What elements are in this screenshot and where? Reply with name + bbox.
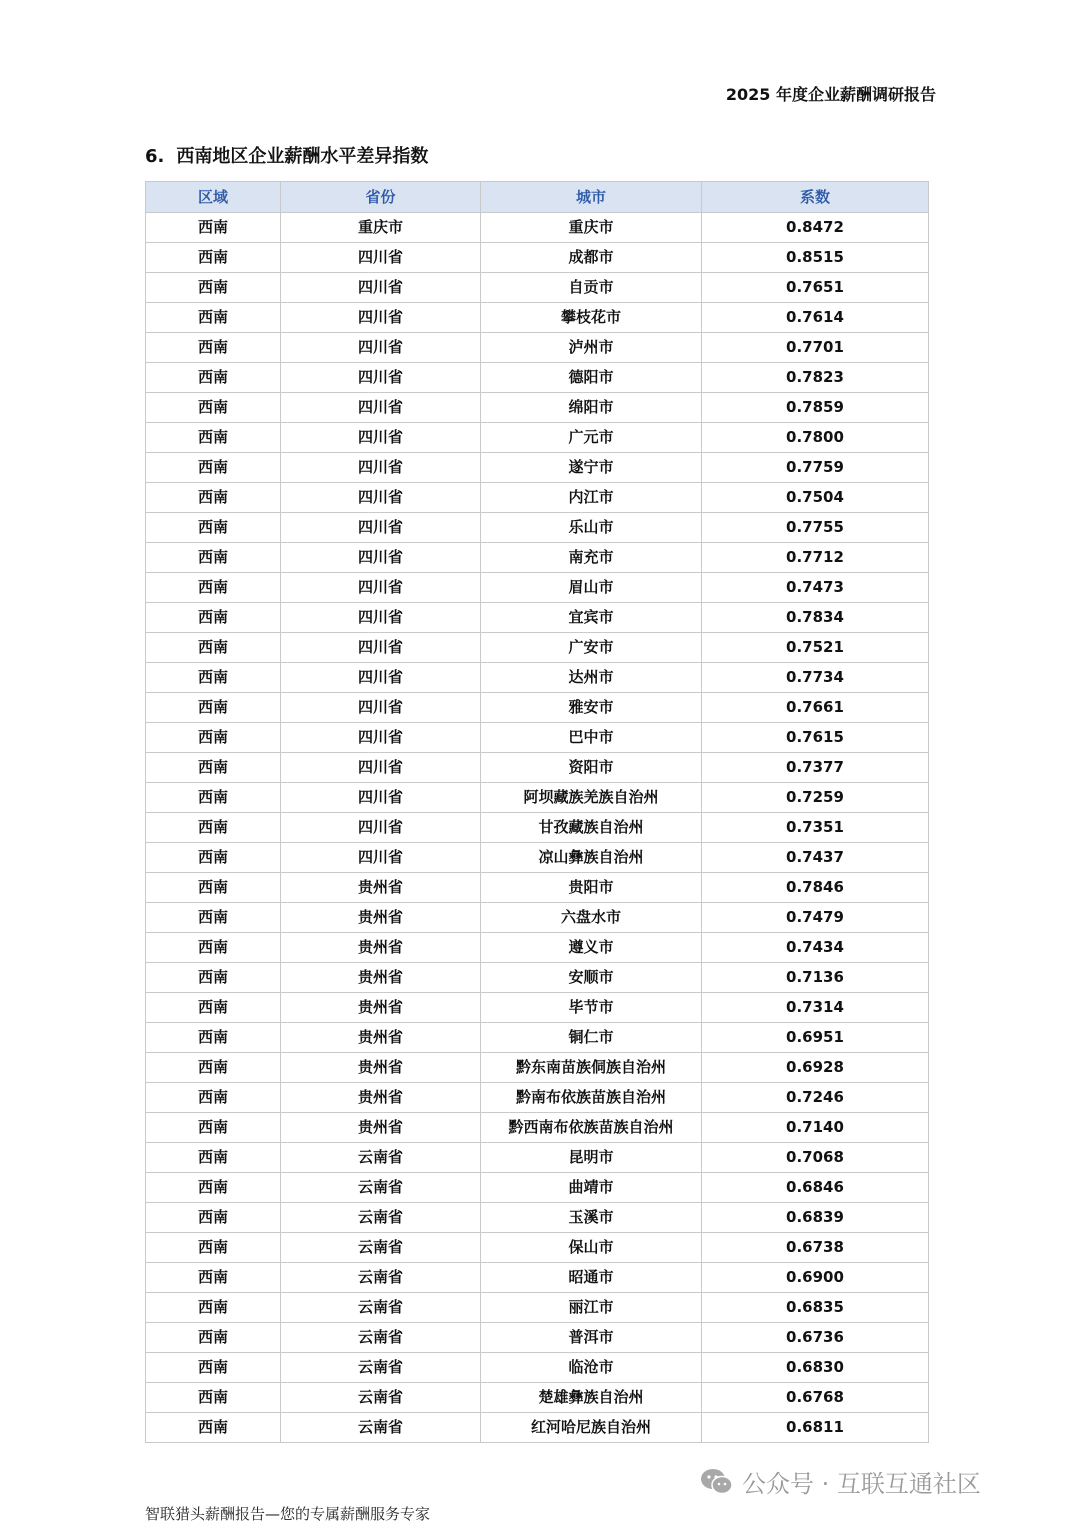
cell-province: 四川省 <box>281 513 481 543</box>
cell-region: 西南 <box>146 843 281 873</box>
cell-province: 四川省 <box>281 243 481 273</box>
cell-province: 四川省 <box>281 273 481 303</box>
column-header-coefficient: 系数 <box>702 182 929 213</box>
cell-coefficient: 0.8472 <box>702 213 929 243</box>
table-row <box>146 1113 929 1143</box>
cell-city: 玉溪市 <box>481 1203 702 1233</box>
table-row <box>146 573 929 603</box>
cell-region: 西南 <box>146 363 281 393</box>
table-row <box>146 423 929 453</box>
cell-region: 西南 <box>146 333 281 363</box>
cell-region: 西南 <box>146 723 281 753</box>
cell-province: 四川省 <box>281 303 481 333</box>
table-row <box>146 483 929 513</box>
table-row <box>146 1233 929 1263</box>
table-row <box>146 453 929 483</box>
cell-province: 贵州省 <box>281 903 481 933</box>
salary-index-table <box>145 181 929 1443</box>
cell-coefficient: 0.7434 <box>702 933 929 963</box>
cell-city: 乐山市 <box>481 513 702 543</box>
table-row <box>146 543 929 573</box>
cell-coefficient: 0.8515 <box>702 243 929 273</box>
cell-region: 西南 <box>146 1053 281 1083</box>
cell-city: 昭通市 <box>481 1263 702 1293</box>
cell-coefficient: 0.6846 <box>702 1173 929 1203</box>
cell-coefficient: 0.7755 <box>702 513 929 543</box>
cell-region: 西南 <box>146 243 281 273</box>
cell-region: 西南 <box>146 663 281 693</box>
table-row <box>146 783 929 813</box>
table-row <box>146 333 929 363</box>
cell-province: 四川省 <box>281 603 481 633</box>
cell-region: 西南 <box>146 1203 281 1233</box>
cell-coefficient: 0.6835 <box>702 1293 929 1323</box>
table-row <box>146 603 929 633</box>
cell-province: 云南省 <box>281 1353 481 1383</box>
cell-coefficient: 0.7759 <box>702 453 929 483</box>
cell-region: 西南 <box>146 1323 281 1353</box>
cell-region: 西南 <box>146 633 281 663</box>
cell-region: 西南 <box>146 1113 281 1143</box>
cell-coefficient: 0.6839 <box>702 1203 929 1233</box>
cell-coefficient: 0.7823 <box>702 363 929 393</box>
cell-coefficient: 0.7734 <box>702 663 929 693</box>
cell-city: 临沧市 <box>481 1353 702 1383</box>
watermark <box>700 1464 981 1499</box>
table-row <box>146 1053 929 1083</box>
cell-coefficient: 0.7651 <box>702 273 929 303</box>
cell-province: 云南省 <box>281 1413 481 1443</box>
cell-region: 西南 <box>146 393 281 423</box>
watermark-text: 公众号 · 互联互通社区 <box>742 1470 981 1498</box>
table-row <box>146 1023 929 1053</box>
cell-city: 自贡市 <box>481 273 702 303</box>
cell-province: 四川省 <box>281 693 481 723</box>
section-number: 6. <box>145 146 165 167</box>
cell-coefficient: 0.7314 <box>702 993 929 1023</box>
cell-coefficient: 0.7834 <box>702 603 929 633</box>
cell-coefficient: 0.6928 <box>702 1053 929 1083</box>
cell-region: 西南 <box>146 423 281 453</box>
report-title: 2025 年度企业薪酬调研报告 <box>725 85 936 104</box>
section-title <box>145 142 428 168</box>
cell-city: 昆明市 <box>481 1143 702 1173</box>
table-row <box>146 213 929 243</box>
cell-province: 四川省 <box>281 423 481 453</box>
cell-province: 贵州省 <box>281 1113 481 1143</box>
cell-city: 红河哈尼族自治州 <box>481 1413 702 1443</box>
cell-province: 云南省 <box>281 1173 481 1203</box>
cell-coefficient: 0.7800 <box>702 423 929 453</box>
cell-region: 西南 <box>146 963 281 993</box>
cell-coefficient: 0.7479 <box>702 903 929 933</box>
cell-region: 西南 <box>146 1383 281 1413</box>
cell-region: 西南 <box>146 1353 281 1383</box>
cell-region: 西南 <box>146 933 281 963</box>
cell-city: 铜仁市 <box>481 1023 702 1053</box>
cell-coefficient: 0.6830 <box>702 1353 929 1383</box>
cell-city: 丽江市 <box>481 1293 702 1323</box>
cell-coefficient: 0.7140 <box>702 1113 929 1143</box>
cell-city: 广安市 <box>481 633 702 663</box>
cell-coefficient: 0.6738 <box>702 1233 929 1263</box>
cell-province: 四川省 <box>281 843 481 873</box>
cell-region: 西南 <box>146 573 281 603</box>
cell-city: 安顺市 <box>481 963 702 993</box>
table-row <box>146 1203 929 1233</box>
cell-region: 西南 <box>146 603 281 633</box>
table-row <box>146 1353 929 1383</box>
cell-coefficient: 0.6951 <box>702 1023 929 1053</box>
table-row <box>146 873 929 903</box>
cell-province: 云南省 <box>281 1203 481 1233</box>
cell-city: 雅安市 <box>481 693 702 723</box>
cell-province: 贵州省 <box>281 963 481 993</box>
table-body <box>146 213 929 1443</box>
table-row <box>146 753 929 783</box>
cell-province: 贵州省 <box>281 1053 481 1083</box>
cell-city: 眉山市 <box>481 573 702 603</box>
cell-city: 德阳市 <box>481 363 702 393</box>
cell-region: 西南 <box>146 483 281 513</box>
cell-province: 四川省 <box>281 393 481 423</box>
cell-province: 四川省 <box>281 663 481 693</box>
cell-province: 四川省 <box>281 723 481 753</box>
cell-province: 四川省 <box>281 483 481 513</box>
table-row <box>146 1413 929 1443</box>
column-header-province: 省份 <box>281 182 481 213</box>
section-title-text: 西南地区企业薪酬水平差异指数 <box>176 146 429 167</box>
cell-province: 云南省 <box>281 1233 481 1263</box>
cell-city: 贵阳市 <box>481 873 702 903</box>
cell-city: 甘孜藏族自治州 <box>481 813 702 843</box>
cell-city: 遂宁市 <box>481 453 702 483</box>
cell-city: 遵义市 <box>481 933 702 963</box>
cell-province: 四川省 <box>281 333 481 363</box>
cell-province: 四川省 <box>281 573 481 603</box>
cell-city: 攀枝花市 <box>481 303 702 333</box>
cell-region: 西南 <box>146 513 281 543</box>
table-row <box>146 273 929 303</box>
cell-region: 西南 <box>146 1023 281 1053</box>
cell-region: 西南 <box>146 1143 281 1173</box>
cell-coefficient: 0.6768 <box>702 1383 929 1413</box>
cell-region: 西南 <box>146 753 281 783</box>
cell-region: 西南 <box>146 273 281 303</box>
table-header-row <box>146 182 929 213</box>
cell-coefficient: 0.7351 <box>702 813 929 843</box>
table-row <box>146 363 929 393</box>
cell-province: 贵州省 <box>281 1083 481 1113</box>
table-row <box>146 1383 929 1413</box>
cell-region: 西南 <box>146 903 281 933</box>
cell-coefficient: 0.7504 <box>702 483 929 513</box>
cell-coefficient: 0.6736 <box>702 1323 929 1353</box>
cell-province: 贵州省 <box>281 933 481 963</box>
cell-region: 西南 <box>146 993 281 1023</box>
cell-city: 黔东南苗族侗族自治州 <box>481 1053 702 1083</box>
cell-city: 凉山彝族自治州 <box>481 843 702 873</box>
cell-province: 四川省 <box>281 753 481 783</box>
cell-city: 达州市 <box>481 663 702 693</box>
cell-coefficient: 0.6900 <box>702 1263 929 1293</box>
table-row <box>146 693 929 723</box>
cell-coefficient: 0.7614 <box>702 303 929 333</box>
cell-region: 西南 <box>146 213 281 243</box>
table-row <box>146 1143 929 1173</box>
cell-region: 西南 <box>146 543 281 573</box>
cell-city: 广元市 <box>481 423 702 453</box>
table-row <box>146 1173 929 1203</box>
cell-city: 宜宾市 <box>481 603 702 633</box>
cell-province: 云南省 <box>281 1293 481 1323</box>
cell-region: 西南 <box>146 1413 281 1443</box>
cell-coefficient: 0.7712 <box>702 543 929 573</box>
table-row <box>146 813 929 843</box>
cell-city: 六盘水市 <box>481 903 702 933</box>
cell-city: 曲靖市 <box>481 1173 702 1203</box>
cell-region: 西南 <box>146 783 281 813</box>
cell-coefficient: 0.7068 <box>702 1143 929 1173</box>
column-header-city: 城市 <box>481 182 702 213</box>
cell-city: 成都市 <box>481 243 702 273</box>
cell-coefficient: 0.7661 <box>702 693 929 723</box>
cell-city: 巴中市 <box>481 723 702 753</box>
cell-city: 阿坝藏族羌族自治州 <box>481 783 702 813</box>
cell-province: 四川省 <box>281 783 481 813</box>
cell-coefficient: 0.7136 <box>702 963 929 993</box>
cell-region: 西南 <box>146 1293 281 1323</box>
table-row <box>146 993 929 1023</box>
cell-city: 普洱市 <box>481 1323 702 1353</box>
cell-coefficient: 0.7259 <box>702 783 929 813</box>
cell-province: 四川省 <box>281 543 481 573</box>
cell-city: 泸州市 <box>481 333 702 363</box>
cell-region: 西南 <box>146 1173 281 1203</box>
cell-region: 西南 <box>146 693 281 723</box>
cell-province: 贵州省 <box>281 1023 481 1053</box>
table-row <box>146 633 929 663</box>
cell-province: 四川省 <box>281 813 481 843</box>
cell-coefficient: 0.7437 <box>702 843 929 873</box>
cell-province: 重庆市 <box>281 213 481 243</box>
cell-coefficient: 0.6811 <box>702 1413 929 1443</box>
cell-city: 资阳市 <box>481 753 702 783</box>
table-row <box>146 1263 929 1293</box>
cell-coefficient: 0.7473 <box>702 573 929 603</box>
table-row <box>146 933 929 963</box>
cell-city: 楚雄彝族自治州 <box>481 1383 702 1413</box>
column-header-region: 区域 <box>146 182 281 213</box>
cell-province: 云南省 <box>281 1383 481 1413</box>
cell-city: 毕节市 <box>481 993 702 1023</box>
cell-region: 西南 <box>146 873 281 903</box>
table-row <box>146 393 929 423</box>
cell-province: 云南省 <box>281 1323 481 1353</box>
cell-coefficient: 0.7615 <box>702 723 929 753</box>
cell-coefficient: 0.7246 <box>702 1083 929 1113</box>
cell-province: 云南省 <box>281 1143 481 1173</box>
cell-province: 四川省 <box>281 633 481 663</box>
cell-city: 南充市 <box>481 543 702 573</box>
cell-coefficient: 0.7377 <box>702 753 929 783</box>
cell-coefficient: 0.7846 <box>702 873 929 903</box>
table-row <box>146 843 929 873</box>
cell-province: 云南省 <box>281 1263 481 1293</box>
table-row <box>146 903 929 933</box>
cell-region: 西南 <box>146 1083 281 1113</box>
cell-region: 西南 <box>146 813 281 843</box>
cell-city: 绵阳市 <box>481 393 702 423</box>
wechat-icon <box>700 1467 734 1497</box>
cell-province: 四川省 <box>281 363 481 393</box>
cell-region: 西南 <box>146 453 281 483</box>
table-row <box>146 1323 929 1353</box>
table-row <box>146 663 929 693</box>
cell-province: 贵州省 <box>281 873 481 903</box>
cell-city: 黔南布依族苗族自治州 <box>481 1083 702 1113</box>
cell-city: 保山市 <box>481 1233 702 1263</box>
table-row <box>146 243 929 273</box>
cell-city: 内江市 <box>481 483 702 513</box>
table-row <box>146 723 929 753</box>
cell-coefficient: 0.7859 <box>702 393 929 423</box>
cell-city: 重庆市 <box>481 213 702 243</box>
table-row <box>146 303 929 333</box>
cell-coefficient: 0.7701 <box>702 333 929 363</box>
cell-region: 西南 <box>146 1233 281 1263</box>
cell-region: 西南 <box>146 303 281 333</box>
cell-coefficient: 0.7521 <box>702 633 929 663</box>
table-row <box>146 1293 929 1323</box>
table-row <box>146 513 929 543</box>
cell-province: 贵州省 <box>281 993 481 1023</box>
footer-text: 智联猎头薪酬报告—您的专属薪酬服务专家 <box>145 1505 431 1523</box>
cell-region: 西南 <box>146 1263 281 1293</box>
cell-province: 四川省 <box>281 453 481 483</box>
table-row <box>146 1083 929 1113</box>
table-row <box>146 963 929 993</box>
cell-city: 黔西南布依族苗族自治州 <box>481 1113 702 1143</box>
